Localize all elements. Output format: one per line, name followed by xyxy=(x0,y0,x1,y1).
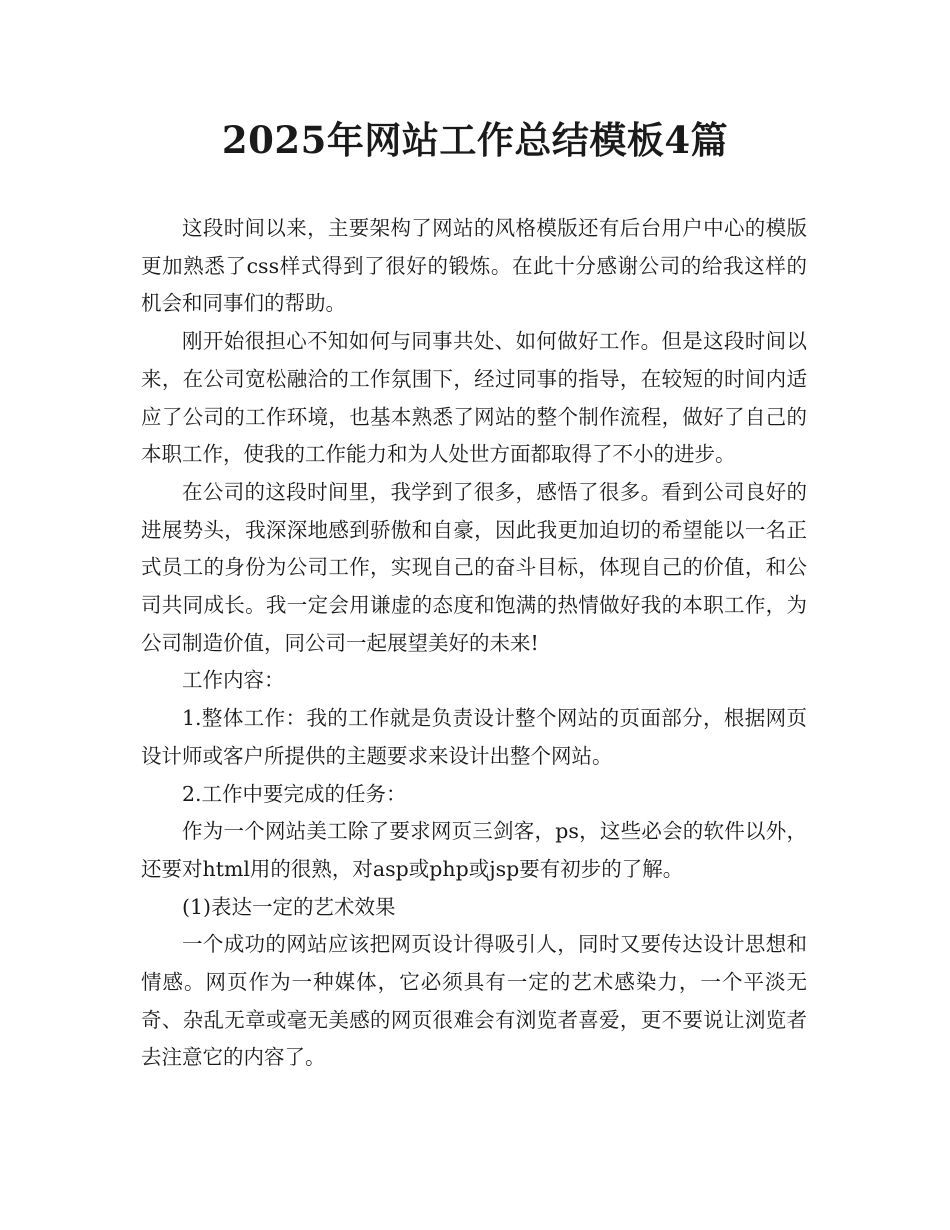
paragraph-gratitude: 在公司的这段时间里，我学到了很多，感悟了很多。看到公司良好的进展势头，我深深地感到骄傲和自豪，因此我更加迫切的希望能以一名正式员工的身份为公司工作，实现自己的奋斗目标，体现自己的价值，和公司共同成长。我一定会用谦虚的态度和饱满的热情做好我的本职工作，为公司制造价值，同公司一起展望美好的未来! xyxy=(141,479,807,655)
heading-work-content: 工作内容： xyxy=(182,668,285,693)
heading-artistic-effect: (1)表达一定的艺术效果 xyxy=(182,894,396,919)
paragraph-overall-work: 1.整体工作：我的工作就是负责设计整个网站的页面部分，根据网页设计师或客户所提供的主题要求来设计出整个网站。 xyxy=(141,706,807,768)
paragraph-intro: 这段时间以来，主要架构了网站的风格模版还有后台用户中心的模版更加熟悉了css样式得到了很好的锻炼。在此十分感谢公司的给我这样的机会和同事们的帮助。 xyxy=(141,216,807,316)
paragraph-adaptation: 刚开始很担心不知如何与同事共处、如何做好工作。但是这段时间以来，在公司宽松融洽的工作氛围下，经过同事的指导，在较短的时间内适应了公司的工作环境，也基本熟悉了网站的整个制作流程，做好了自己的本职工作，使我的工作能力和为人处世方面都取得了不小的进步。 xyxy=(141,329,807,467)
document-body xyxy=(141,210,807,1077)
paragraph-skills: 作为一个网站美工除了要求网页三剑客，ps，这些必会的软件以外，还要对html用的很熟，对asp或php或jsp要有初步的了解。 xyxy=(141,819,807,881)
heading-tasks: 2.工作中要完成的任务： xyxy=(182,781,407,806)
document-title: 2025年网站工作总结模板4篇 xyxy=(221,118,729,162)
paragraph-artistic-effect: 一个成功的网站应该把网页设计得吸引人，同时又要传达设计思想和情感。网页作为一种媒体，它必须具有一定的艺术感染力，一个平淡无奇、杂乱无章或毫无美感的网页很难会有浏览者喜爱，更不要说让浏览者去注意它的内容了。 xyxy=(141,932,807,1070)
